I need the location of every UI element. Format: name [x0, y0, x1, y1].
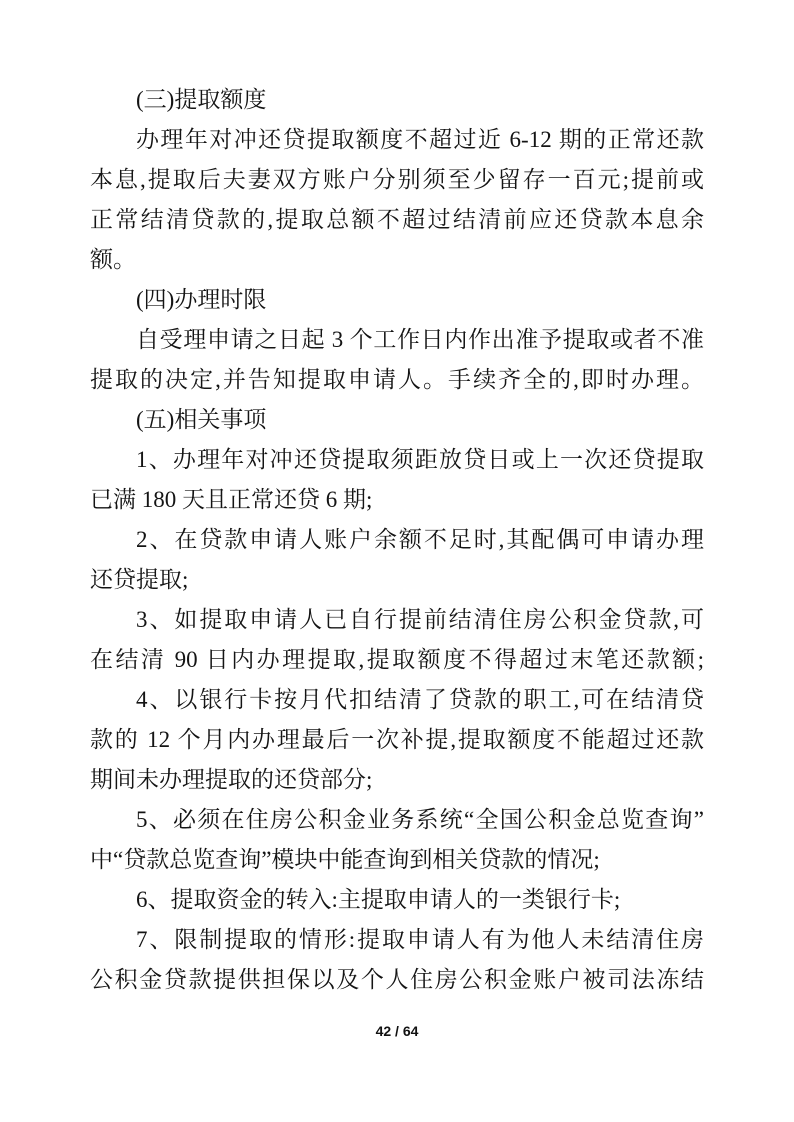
text-line: (三)提取额度 — [136, 87, 267, 112]
text-line: 7、限制提取的情形:提取申请人有为他人未结清住房 — [136, 927, 704, 952]
text-line: 本息,提取后夫妻双方账户分别须至少留存一百元;提前或 — [90, 167, 704, 192]
paragraph — [90, 920, 704, 1000]
text-line: 提取的决定,并告知提取申请人。手续齐全的,即时办理。 — [90, 367, 704, 392]
text-line: 期间未办理提取的还贷部分; — [90, 767, 373, 792]
paragraph — [90, 440, 704, 520]
text-line: 额。 — [90, 247, 136, 272]
text-line: 自受理申请之日起 3 个工作日内作出准予提取或者不准 — [136, 327, 704, 352]
paragraph — [90, 120, 704, 280]
paragraph — [90, 520, 704, 600]
paragraph — [90, 680, 704, 800]
page-number: 42 / 64 — [375, 1023, 419, 1039]
paragraph — [90, 600, 704, 680]
text-line: 正常结清贷款的,提取总额不超过结清前应还贷款本息余 — [90, 207, 704, 232]
text-line: 2、在贷款申请人账户余额不足时,其配偶可申请办理 — [136, 527, 704, 552]
paragraph — [90, 880, 704, 920]
text-line: 1、办理年对冲还贷提取须距放贷日或上一次还贷提取 — [136, 447, 704, 472]
text-line: 办理年对冲还贷提取额度不超过近 6-12 期的正常还款 — [136, 127, 704, 152]
text-line: (四)办理时限 — [136, 287, 267, 312]
text-line: (五)相关事项 — [136, 407, 267, 432]
text-line: 公积金贷款提供担保以及个人住房公积金账户被司法冻结 — [90, 967, 704, 992]
text-line: 在结清 90 日内办理提取,提取额度不得超过末笔还款额; — [90, 647, 704, 672]
text-line: 已满 180 天且正常还贷 6 期; — [90, 487, 373, 512]
paragraph — [90, 280, 704, 320]
text-line: 还贷提取; — [90, 567, 189, 592]
text-line: 中“贷款总览查询”模块中能查询到相关贷款的情况; — [90, 847, 600, 872]
paragraph — [90, 800, 704, 880]
paragraph — [90, 400, 704, 440]
text-line: 4、以银行卡按月代扣结清了贷款的职工,可在结清贷 — [136, 687, 704, 712]
paragraph — [90, 80, 704, 120]
text-line: 款的 12 个月内办理最后一次补提,提取额度不能超过还款 — [90, 727, 704, 752]
paragraph — [90, 320, 704, 400]
text-line: 3、如提取申请人已自行提前结清住房公积金贷款,可 — [136, 607, 704, 632]
text-line: 5、必须在住房公积金业务系统“全国公积金总览查询” — [136, 807, 704, 832]
page-body — [90, 80, 704, 1000]
text-line: 6、提取资金的转入:主提取申请人的一类银行卡; — [136, 887, 621, 912]
